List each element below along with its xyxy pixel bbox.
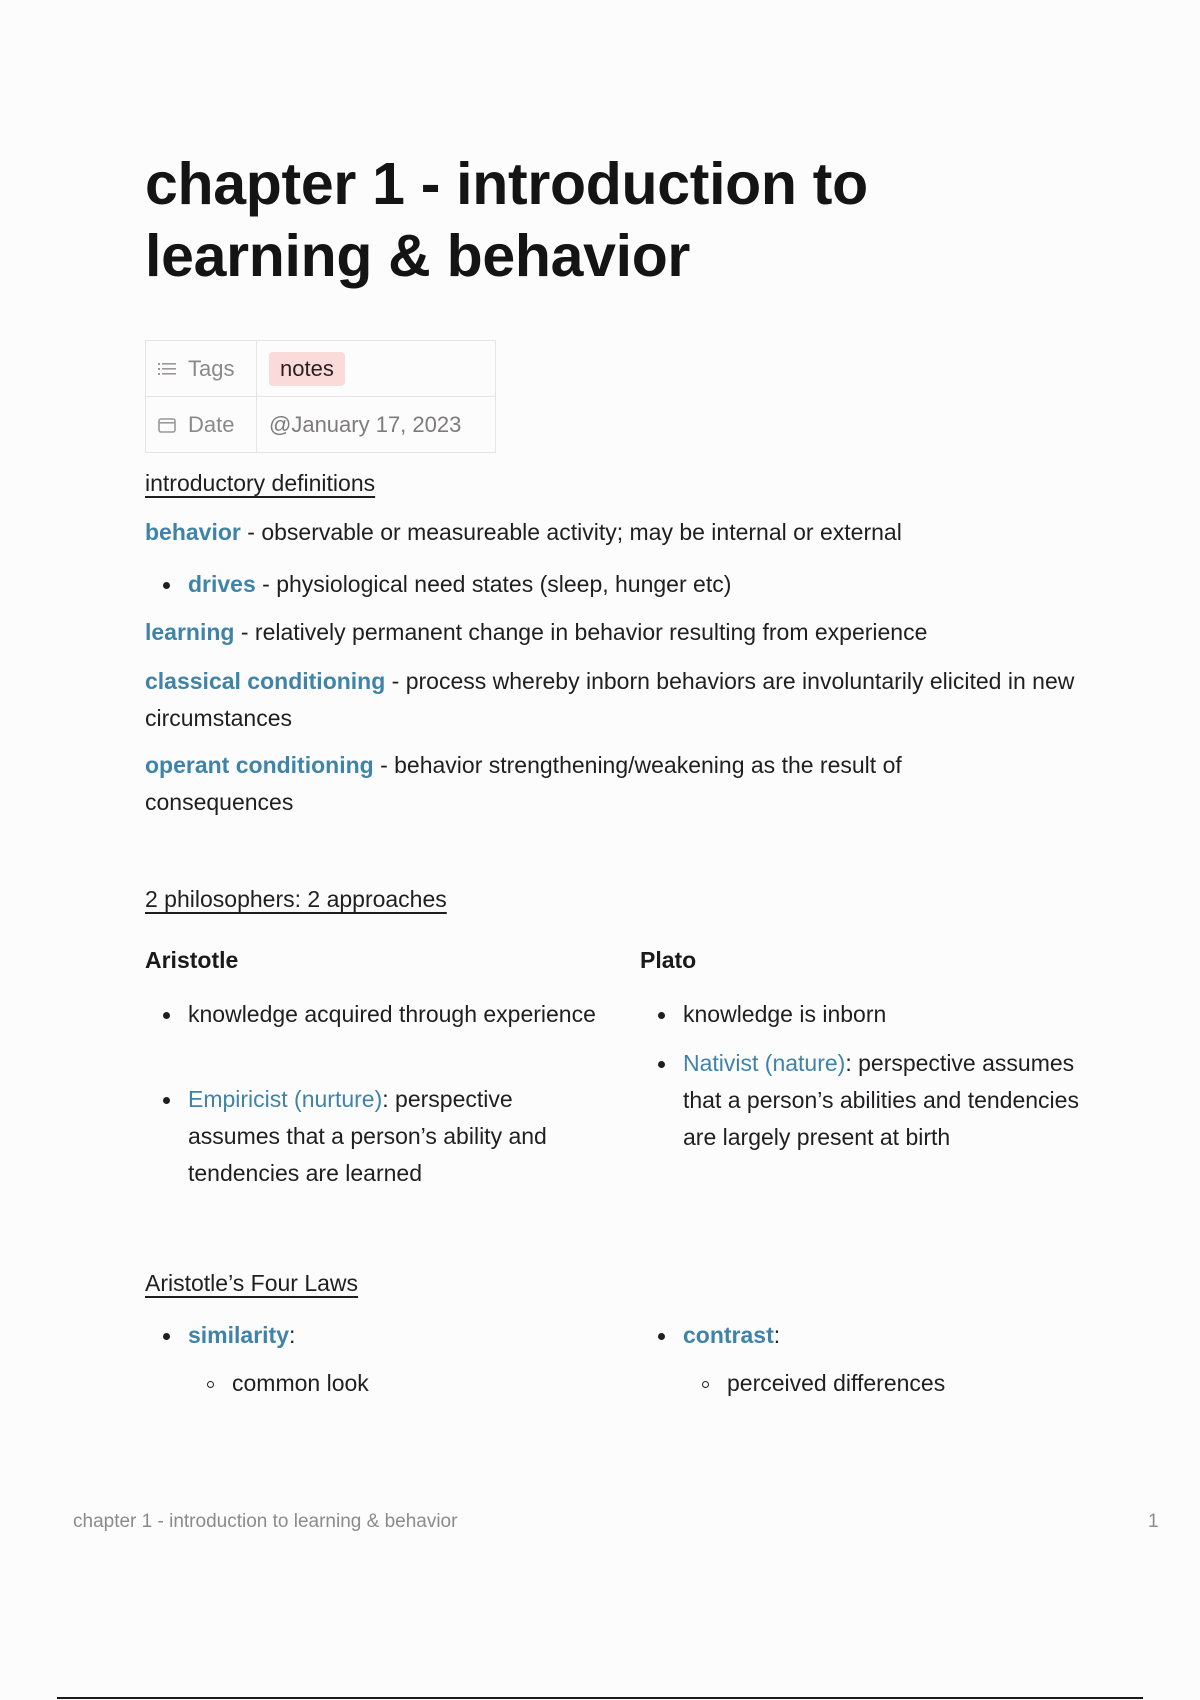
term-drives: drives <box>188 571 256 597</box>
property-row-date <box>146 397 496 453</box>
term-operant-conditioning: operant conditioning <box>145 752 374 778</box>
plato-point-1: knowledge is inborn <box>683 996 1093 1033</box>
page-divider <box>57 1697 1143 1699</box>
law-similarity: similarity: <box>188 1317 588 1354</box>
property-row-tags <box>146 341 496 397</box>
aristotle-point-1: knowledge acquired through experience <box>188 996 608 1033</box>
definition-learning: learning - relatively permanent change in behavior resulting from experience <box>145 619 928 645</box>
law-contrast-detail: perceived differences <box>727 1365 1087 1402</box>
date-label: Date <box>188 411 235 437</box>
term-contrast: contrast <box>683 1322 774 1348</box>
properties-table <box>145 340 496 453</box>
term-classical-conditioning: classical conditioning <box>145 668 386 694</box>
term-behavior: behavior <box>145 519 241 545</box>
laws-heading: Aristotle’s Four Laws <box>145 1270 359 1296</box>
list-icon <box>158 362 176 376</box>
law-contrast: contrast: <box>683 1317 1083 1354</box>
calendar-icon <box>158 417 176 433</box>
definitions-heading: introductory definitions <box>145 470 376 496</box>
definition-classical-conditioning: classical conditioning - process whereby inborn behaviors are involuntarily elicited in new circumstances <box>145 668 1075 731</box>
plato-point-2: Nativist (nature): perspective assumes that a person’s abilities and tendencies are largely present at birth <box>683 1045 1093 1156</box>
date-value[interactable]: @January 17, 2023 <box>269 411 462 437</box>
tags-label: Tags <box>188 355 235 381</box>
term-learning: learning <box>145 619 235 645</box>
definition-operant-conditioning: operant conditioning - behavior strengthening/weakening as the result of consequences <box>145 752 902 815</box>
term-nativist: Nativist (nature) <box>683 1050 846 1076</box>
philosophers-heading: 2 philosophers: 2 approaches <box>145 886 447 912</box>
term-empiricist: Empiricist (nurture) <box>188 1086 383 1112</box>
page-title: chapter 1 - introduction to learning & behavior <box>145 151 868 289</box>
aristotle-point-2: Empiricist (nurture): perspective assumes that a person’s ability and tendencies are learned <box>188 1081 608 1192</box>
aristotle-heading: Aristotle <box>145 947 239 973</box>
law-similarity-detail: common look <box>232 1365 592 1402</box>
footer-title: chapter 1 - introduction to learning & behavior <box>73 1511 458 1532</box>
list-item-drives: drives - physiological need states (sleep, hunger etc) <box>188 566 1068 603</box>
page-number: 1 <box>1148 1511 1159 1532</box>
page-content <box>145 148 1085 1396</box>
definition-behavior: behavior - observable or measureable activity; may be internal or external <box>145 519 902 545</box>
term-similarity: similarity <box>188 1322 289 1348</box>
plato-heading: Plato <box>640 947 697 973</box>
tag-badge[interactable]: notes <box>269 352 345 386</box>
